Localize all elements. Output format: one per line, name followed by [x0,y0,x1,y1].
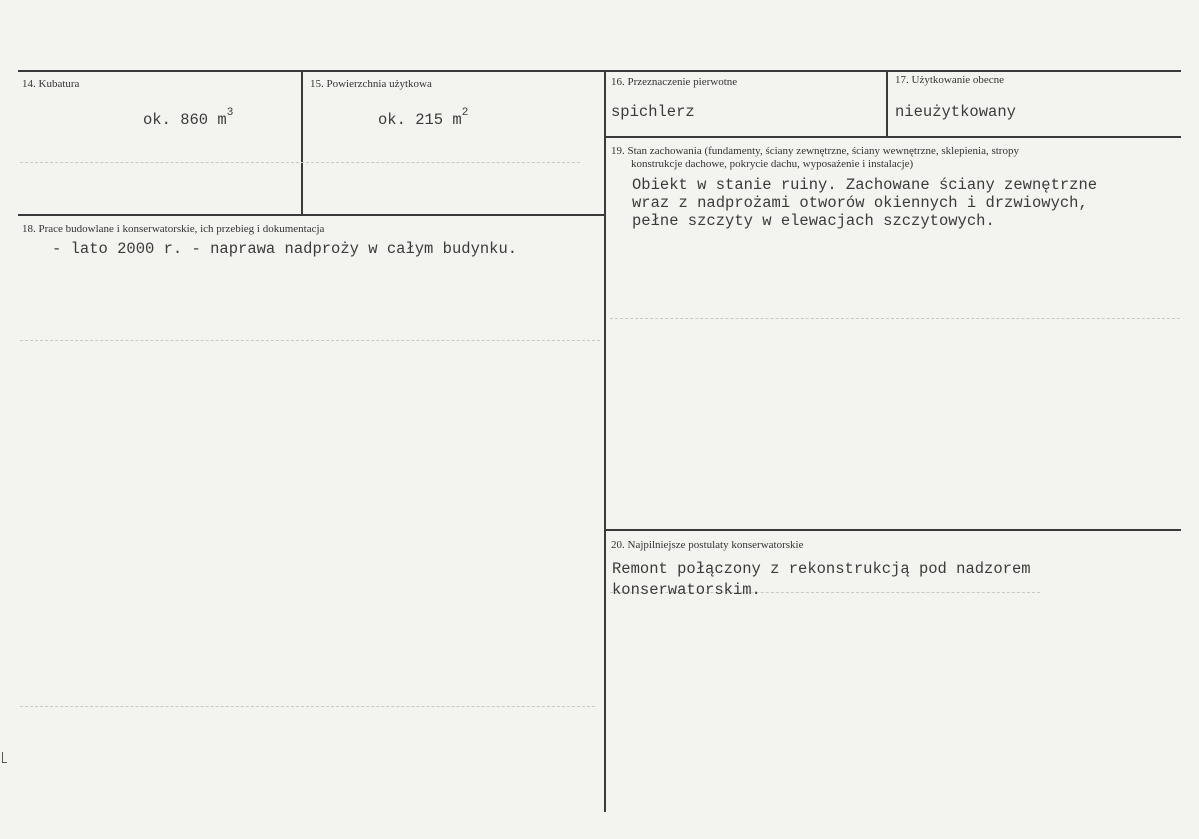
rule-16-17 [604,136,1181,138]
field-15-exponent: 2 [461,107,469,119]
field-20-value-line: Remont połączony z rekonstrukcją pod nadzorem [612,560,1031,578]
rule-20 [604,529,1181,531]
field-19-value-line: Obiekt w stanie ruiny. Zachowane ściany zewnętrzne [632,176,1098,194]
field-18-value: - lato 2000 r. - naprawa nadproży w całym budynku. [52,240,518,258]
field-15-number: ok. 215 m [378,111,462,129]
divider-right [886,70,888,136]
field-14-label: 14. Kubatura [22,78,80,90]
field-16-value: spichlerz [611,103,695,121]
divider-left [301,70,303,214]
field-19-label-line1: 19. Stan zachowania (fundamenty, ściany zewnętrzne, ściany wewnętrzne, sklepienia, stropy [611,145,1019,157]
field-19-value-line: pełne szczyty w elewacjach szczytowych. [632,212,995,230]
bleed-line [610,318,1180,319]
field-20-label: 20. Najpilniejsze postulaty konserwatorskie [611,539,804,551]
top-rule [18,70,1181,72]
scan-edge-mark [2,752,7,763]
bleed-line [20,706,595,707]
field-18-label: 18. Prace budowlane i konserwatorskie, ich przebieg i dokumentacja [22,223,325,235]
field-14-value [143,104,233,130]
bleed-line [20,162,580,163]
field-14-number: ok. 860 m [143,111,227,129]
divider-center [604,70,606,812]
field-15-value [378,104,468,130]
field-19-value-line: wraz z nadprożami otworów okiennych i drzwiowych, [632,194,1088,212]
bleed-line [20,340,600,341]
field-17-label: 17. Użytkowanie obecne [895,74,1005,86]
field-17-value: nieużytkowany [895,103,1016,121]
field-16-label: 16. Przeznaczenie pierwotne [611,76,738,88]
field-20-value-line: konserwatorskim. [612,581,761,599]
field-14-exponent: 3 [226,107,234,119]
field-15-label: 15. Powierzchnia użytkowa [310,78,432,90]
field-19-label-line2: konstrukcje dachowe, pokrycie dachu, wyposażenie i instalacje) [631,158,914,170]
rule-18 [18,214,604,216]
